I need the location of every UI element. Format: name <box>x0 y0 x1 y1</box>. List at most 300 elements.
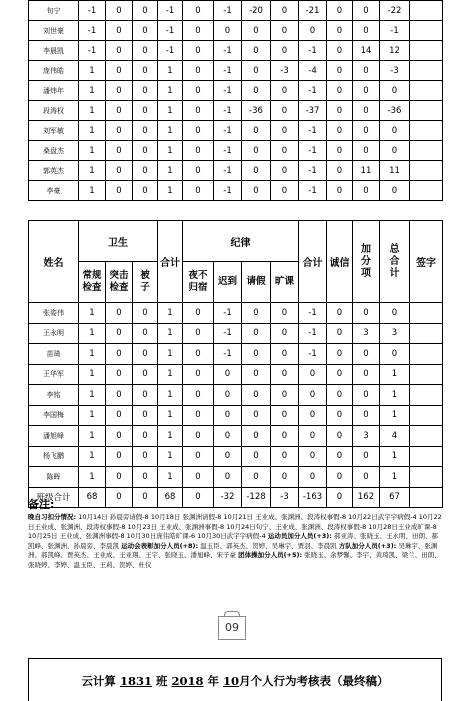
score-cell: -20 <box>242 1 271 21</box>
score-cell: 1 <box>79 61 106 81</box>
notes-body <box>28 513 442 571</box>
score-cell: 1 <box>380 405 410 426</box>
table-row <box>29 81 443 101</box>
header-quilt: 被子 <box>133 262 158 303</box>
student-name: 王永明 <box>29 323 79 344</box>
student-name: 刘军敏 <box>29 121 79 141</box>
score-cell: 0 <box>183 467 214 488</box>
score-cell: 0 <box>183 385 214 406</box>
score-cell: -1 <box>79 41 106 61</box>
score-cell: 0 <box>353 101 380 121</box>
score-cell: 0 <box>183 303 214 324</box>
score-cell: 0 <box>327 1 353 21</box>
score-cell: -1 <box>214 41 242 61</box>
drill-bonus-label: 方队加分人员(+3): <box>338 541 397 550</box>
student-name: 张姿伟 <box>29 303 79 324</box>
signature-cell <box>410 61 443 81</box>
score-cell: 1 <box>380 364 410 385</box>
score-cell: 0 <box>353 385 380 406</box>
score-cell: 1 <box>79 426 106 447</box>
score-cell: 0 <box>353 364 380 385</box>
score-cell: -1 <box>214 161 242 181</box>
header-surprise-check: 突击检查 <box>106 262 133 303</box>
score-cell: 1 <box>158 181 183 201</box>
score-cell: 0 <box>133 1 158 21</box>
score-cell: -1 <box>214 61 242 81</box>
score-cell: 0 <box>271 141 299 161</box>
score-cell: 0 <box>271 303 299 324</box>
student-name: 李豪 <box>29 181 79 201</box>
late-study-label: 晚自习扣分情况: <box>28 513 77 521</box>
student-name: 刘世豪 <box>29 21 79 41</box>
score-cell: -1 <box>299 161 327 181</box>
score-cell: 0 <box>183 344 214 365</box>
score-cell: -1 <box>299 41 327 61</box>
table-row <box>29 344 443 365</box>
score-cell: 0 <box>353 181 380 201</box>
score-cell: 0 <box>353 141 380 161</box>
score-cell: 0 <box>106 181 133 201</box>
score-cell: -1 <box>299 181 327 201</box>
signature-cell <box>410 323 443 344</box>
score-cell: 0 <box>106 141 133 161</box>
signature-cell <box>410 446 443 467</box>
score-cell: 0 <box>299 385 327 406</box>
signature-cell <box>410 121 443 141</box>
score-cell: -1 <box>214 323 242 344</box>
score-cell: 0 <box>327 323 353 344</box>
student-name: 段涛权 <box>29 101 79 121</box>
signature-cell <box>410 405 443 426</box>
header-late: 迟到 <box>214 262 242 303</box>
score-cell: 1 <box>79 446 106 467</box>
header-discipline: 纪律 <box>183 221 299 262</box>
score-cell: 0 <box>271 181 299 201</box>
group-bonus-text: 张晓玉、余梦馨、李宇、黄琦凯、梁兰、田朗、张晓婷、李婷、温玉臣、王莉、贺婷、杜仪 <box>28 551 441 569</box>
score-cell: 0 <box>327 385 353 406</box>
student-name: 杨飞鹏 <box>29 446 79 467</box>
score-cell: 0 <box>214 385 242 406</box>
drill-bonus-text: 吴琳宇、张渊洲、郝凯峰、贾英杰、王业成、王亚翔、王宇、张晓玉、潘旭峰、宋子豪 <box>28 541 438 560</box>
score-cell: 12 <box>380 41 410 61</box>
meet-bonus-text: 温玉臣、郭英杰、贺婷、吴琳宇、贾羽、李晨凯 <box>200 541 337 550</box>
score-cell: 0 <box>183 161 214 181</box>
total-cell: 0 <box>183 487 214 507</box>
table-row <box>29 101 443 121</box>
score-cell: -1 <box>214 81 242 101</box>
student-name: 潘旭峰 <box>29 426 79 447</box>
score-cell: 0 <box>271 426 299 447</box>
score-cell: 0 <box>327 426 353 447</box>
score-cell: 0 <box>133 344 158 365</box>
score-cell: 0 <box>380 141 410 161</box>
score-cell: 0 <box>380 303 410 324</box>
score-cell: 0 <box>133 405 158 426</box>
score-cell: 0 <box>271 121 299 141</box>
score-cell: 0 <box>183 446 214 467</box>
score-cell: 1 <box>158 405 183 426</box>
table-row <box>29 21 443 41</box>
score-cell: 0 <box>271 41 299 61</box>
score-cell: 0 <box>214 426 242 447</box>
signature-cell <box>410 364 443 385</box>
score-cell: 1 <box>158 344 183 365</box>
score-cell: 0 <box>133 467 158 488</box>
score-cell: 0 <box>106 467 133 488</box>
table-row <box>29 303 443 324</box>
score-cell: 0 <box>106 1 133 21</box>
score-cell: 0 <box>271 101 299 121</box>
score-cell: 0 <box>133 161 158 181</box>
score-cell: 0 <box>380 81 410 101</box>
score-cell: -1 <box>158 1 183 21</box>
signature-cell <box>410 141 443 161</box>
score-cell: -1 <box>214 1 242 21</box>
next-page-title: 云计算 1831 班 2018 年 10月个人行为考核表（最终稿） <box>81 674 389 688</box>
score-cell: -1 <box>299 141 327 161</box>
score-cell: 0 <box>133 81 158 101</box>
score-cell: -37 <box>299 101 327 121</box>
score-cell: 0 <box>271 385 299 406</box>
signature-cell <box>410 467 443 488</box>
score-cell: -1 <box>214 141 242 161</box>
score-cell: 0 <box>380 344 410 365</box>
notes-title: 备注: <box>28 498 55 511</box>
score-cell: 0 <box>327 344 353 365</box>
total-cell: 0 <box>133 487 158 507</box>
score-cell: 0 <box>242 344 271 365</box>
signature-cell <box>410 181 443 201</box>
total-cell: 0 <box>106 487 133 507</box>
score-cell: 0 <box>183 101 214 121</box>
score-cell: -1 <box>214 303 242 324</box>
score-cell: 1 <box>79 467 106 488</box>
score-cell: 0 <box>327 446 353 467</box>
student-name: 庞伟皓 <box>29 61 79 81</box>
score-cell: 0 <box>299 405 327 426</box>
score-cell: 14 <box>353 41 380 61</box>
score-cell: -36 <box>380 101 410 121</box>
student-name: 郭英杰 <box>29 161 79 181</box>
score-cell: 0 <box>214 21 242 41</box>
total-cell: -163 <box>299 487 327 507</box>
score-cell: 0 <box>353 21 380 41</box>
score-cell: 0 <box>353 467 380 488</box>
score-cell: 0 <box>242 467 271 488</box>
score-cell: 0 <box>183 121 214 141</box>
score-cell: 0 <box>133 446 158 467</box>
score-cell: 1 <box>79 405 106 426</box>
table-row <box>29 1 443 21</box>
score-cell: 1 <box>158 426 183 447</box>
score-cell: -3 <box>380 61 410 81</box>
score-cell: 0 <box>183 1 214 21</box>
score-cell: 3 <box>353 426 380 447</box>
score-cell: 0 <box>327 303 353 324</box>
score-cell: 11 <box>353 161 380 181</box>
score-cell: 0 <box>327 81 353 101</box>
score-cell: 1 <box>79 101 106 121</box>
total-cell: -32 <box>214 487 242 507</box>
score-cell: 0 <box>183 61 214 81</box>
late-study-text: 10月14日 孙晨旁请假-8 10月18日 张渊洲请假-8 10月21日 王业成、张渊洲、段涛权事假-8 10月22日武宇宇病假-4 10月22日王业成、张渊洲、段涛权事假-8 10月23日 王业成、张渊洲事假-8 10月24日旬宁、王业成、张渊洲、段涛权事假-8 10月28日王业成旷课-8 10月25日 王业成、张渊洲事假-8 10月30日庞伟皓旷课-6 10月30日武宇宇病假-4 <box>28 513 442 541</box>
score-cell: 1 <box>79 303 106 324</box>
score-cell: 0 <box>133 426 158 447</box>
score-cell: 0 <box>299 426 327 447</box>
score-cell: 3 <box>353 323 380 344</box>
table-row <box>29 405 443 426</box>
score-cell: 0 <box>271 446 299 467</box>
score-cell: 0 <box>242 426 271 447</box>
score-cell: 0 <box>242 385 271 406</box>
score-cell: 0 <box>327 364 353 385</box>
score-cell: 0 <box>183 323 214 344</box>
score-cell: 0 <box>133 61 158 81</box>
score-cell: 1 <box>158 141 183 161</box>
total-cell: 68 <box>79 487 106 507</box>
score-cell: 11 <box>380 161 410 181</box>
signature-cell <box>410 81 443 101</box>
score-cell: 1 <box>158 446 183 467</box>
score-cell: 0 <box>242 405 271 426</box>
signature-cell <box>410 344 443 365</box>
score-cell: 1 <box>380 467 410 488</box>
student-name: 旬宁 <box>29 1 79 21</box>
score-cell: 0 <box>106 121 133 141</box>
score-cell: 0 <box>327 161 353 181</box>
signature-cell <box>410 303 443 324</box>
score-cell: 1 <box>158 121 183 141</box>
score-cell: 0 <box>327 121 353 141</box>
score-cell: 0 <box>353 405 380 426</box>
score-cell: 1 <box>158 364 183 385</box>
score-cell: 0 <box>183 405 214 426</box>
score-cell: 4 <box>380 426 410 447</box>
score-cell: 0 <box>242 323 271 344</box>
student-name: 苗琦 <box>29 344 79 365</box>
total-cell: -128 <box>242 487 271 507</box>
header-truancy: 旷课 <box>271 262 299 303</box>
student-name: 李晨凯 <box>29 41 79 61</box>
score-cell: 1 <box>158 467 183 488</box>
score-cell: 0 <box>353 1 380 21</box>
score-cell: 0 <box>242 303 271 324</box>
athlete-bonus-text: 郝亚涛、张晓玉、王永明、田朗、郝凯峰、张渊洲、孙晨旁、李晨凯 <box>28 532 438 550</box>
student-name: 陈晖 <box>29 467 79 488</box>
header-name: 姓名 <box>29 221 79 303</box>
score-cell: 0 <box>106 21 133 41</box>
score-cell: -36 <box>242 101 271 121</box>
signature-cell <box>410 101 443 121</box>
student-name: 桑盘杰 <box>29 141 79 161</box>
score-cell: 0 <box>106 426 133 447</box>
notes-section <box>28 496 442 571</box>
signature-cell <box>410 385 443 406</box>
next-page-header <box>28 658 442 701</box>
score-cell: 0 <box>327 181 353 201</box>
score-cell: 0 <box>106 61 133 81</box>
score-cell: 1 <box>79 323 106 344</box>
table-row <box>29 385 443 406</box>
score-cell: 0 <box>133 41 158 61</box>
score-cell: 1 <box>79 81 106 101</box>
score-cell: 1 <box>158 61 183 81</box>
header-integrity: 诚信 <box>327 221 353 303</box>
score-cell: -1 <box>79 21 106 41</box>
score-cell: 0 <box>133 101 158 121</box>
score-cell: 0 <box>242 181 271 201</box>
score-cell: 0 <box>242 81 271 101</box>
score-cell: 0 <box>106 364 133 385</box>
score-cell: 0 <box>327 61 353 81</box>
header-subtotal-hygiene: 合计 <box>158 221 183 303</box>
score-cell: 1 <box>79 385 106 406</box>
score-cell: -21 <box>299 1 327 21</box>
header-routine-check: 常规检查 <box>79 262 106 303</box>
header-sign: 签字 <box>410 221 443 303</box>
signature-cell <box>410 161 443 181</box>
score-cell: 0 <box>133 141 158 161</box>
table-row <box>29 121 443 141</box>
score-cell: 1 <box>79 141 106 161</box>
score-cell: 1 <box>79 344 106 365</box>
score-cell: 0 <box>271 405 299 426</box>
athlete-bonus-label: 运动员加分人员(+3): <box>267 532 332 541</box>
score-cell: 0 <box>242 41 271 61</box>
table-row <box>29 467 443 488</box>
score-cell: 0 <box>106 344 133 365</box>
score-cell: 0 <box>271 467 299 488</box>
table-row <box>29 41 443 61</box>
signature-cell <box>410 41 443 61</box>
score-cell: 0 <box>271 323 299 344</box>
score-cell: -1 <box>214 121 242 141</box>
score-cell: 0 <box>183 141 214 161</box>
score-cell: 1 <box>158 81 183 101</box>
header-leave: 请假 <box>242 262 271 303</box>
top-score-table <box>28 0 443 201</box>
score-cell: 0 <box>380 121 410 141</box>
total-cell: 67 <box>380 487 410 507</box>
score-cell: 0 <box>299 446 327 467</box>
score-cell: 1 <box>380 446 410 467</box>
score-cell: 0 <box>106 446 133 467</box>
score-cell: 0 <box>242 121 271 141</box>
score-cell: 0 <box>353 344 380 365</box>
score-cell: 0 <box>327 101 353 121</box>
score-cell: 0 <box>242 364 271 385</box>
score-cell: 0 <box>353 303 380 324</box>
total-cell: 68 <box>158 487 183 507</box>
signature-cell <box>410 21 443 41</box>
meet-bonus-label: 运动会表彰加分人员(+8): <box>121 541 199 550</box>
score-cell: 0 <box>353 121 380 141</box>
score-cell: 3 <box>380 323 410 344</box>
table-row <box>29 446 443 467</box>
score-cell: 0 <box>106 323 133 344</box>
score-cell: -1 <box>299 81 327 101</box>
score-cell: 0 <box>327 141 353 161</box>
score-cell: 0 <box>380 181 410 201</box>
score-cell: 0 <box>327 467 353 488</box>
score-cell: 0 <box>106 303 133 324</box>
score-cell: -1 <box>79 1 106 21</box>
score-cell: 0 <box>214 364 242 385</box>
header-row-1 <box>29 221 443 262</box>
score-cell: 0 <box>353 446 380 467</box>
score-cell: 0 <box>271 364 299 385</box>
table-row <box>29 364 443 385</box>
student-name: 李铭 <box>29 385 79 406</box>
score-cell: 0 <box>214 405 242 426</box>
score-cell: 0 <box>299 467 327 488</box>
score-cell: 0 <box>183 364 214 385</box>
score-cell: 0 <box>133 303 158 324</box>
score-cell: 0 <box>106 101 133 121</box>
score-cell: 0 <box>183 41 214 61</box>
score-cell: 0 <box>353 81 380 101</box>
score-cell: 0 <box>133 323 158 344</box>
score-cell: 0 <box>271 81 299 101</box>
score-cell: 1 <box>158 161 183 181</box>
score-cell: -4 <box>299 61 327 81</box>
score-cell: 0 <box>214 467 242 488</box>
score-cell: 0 <box>183 21 214 41</box>
score-cell: 0 <box>133 121 158 141</box>
score-cell: 1 <box>158 303 183 324</box>
score-cell: -1 <box>299 121 327 141</box>
score-cell: 0 <box>183 81 214 101</box>
header-total: 总合计 <box>380 221 410 303</box>
score-cell: -1 <box>380 21 410 41</box>
student-name: 潘炜年 <box>29 81 79 101</box>
score-cell: 0 <box>242 141 271 161</box>
score-cell: 1 <box>158 101 183 121</box>
score-cell: 0 <box>183 426 214 447</box>
signature-cell <box>410 1 443 21</box>
table-row <box>29 181 443 201</box>
score-cell: 0 <box>299 21 327 41</box>
table-row <box>29 426 443 447</box>
score-cell: 0 <box>242 21 271 41</box>
group-bonus-label: 团体操加分人员(+5): <box>238 551 303 560</box>
score-cell: 0 <box>133 181 158 201</box>
table-row <box>29 61 443 81</box>
score-cell: 0 <box>327 21 353 41</box>
table-row <box>29 161 443 181</box>
signature-cell <box>410 426 443 447</box>
total-cell: 0 <box>327 487 353 507</box>
score-cell: 0 <box>242 61 271 81</box>
score-cell: 0 <box>133 385 158 406</box>
score-cell: 0 <box>353 61 380 81</box>
score-cell: 1 <box>79 121 106 141</box>
score-cell: 0 <box>106 405 133 426</box>
score-cell: 0 <box>214 446 242 467</box>
score-cell: -1 <box>158 41 183 61</box>
score-cell: -22 <box>380 1 410 21</box>
score-cell: 1 <box>79 364 106 385</box>
student-name: 王华军 <box>29 364 79 385</box>
score-cell: 1 <box>79 181 106 201</box>
score-cell: -1 <box>158 21 183 41</box>
score-cell: 0 <box>106 385 133 406</box>
score-cell: -1 <box>299 323 327 344</box>
score-cell: 1 <box>158 385 183 406</box>
header-subtotal-discipline: 合计 <box>299 221 327 303</box>
header-hygiene: 卫生 <box>79 221 158 262</box>
score-cell: -1 <box>299 344 327 365</box>
